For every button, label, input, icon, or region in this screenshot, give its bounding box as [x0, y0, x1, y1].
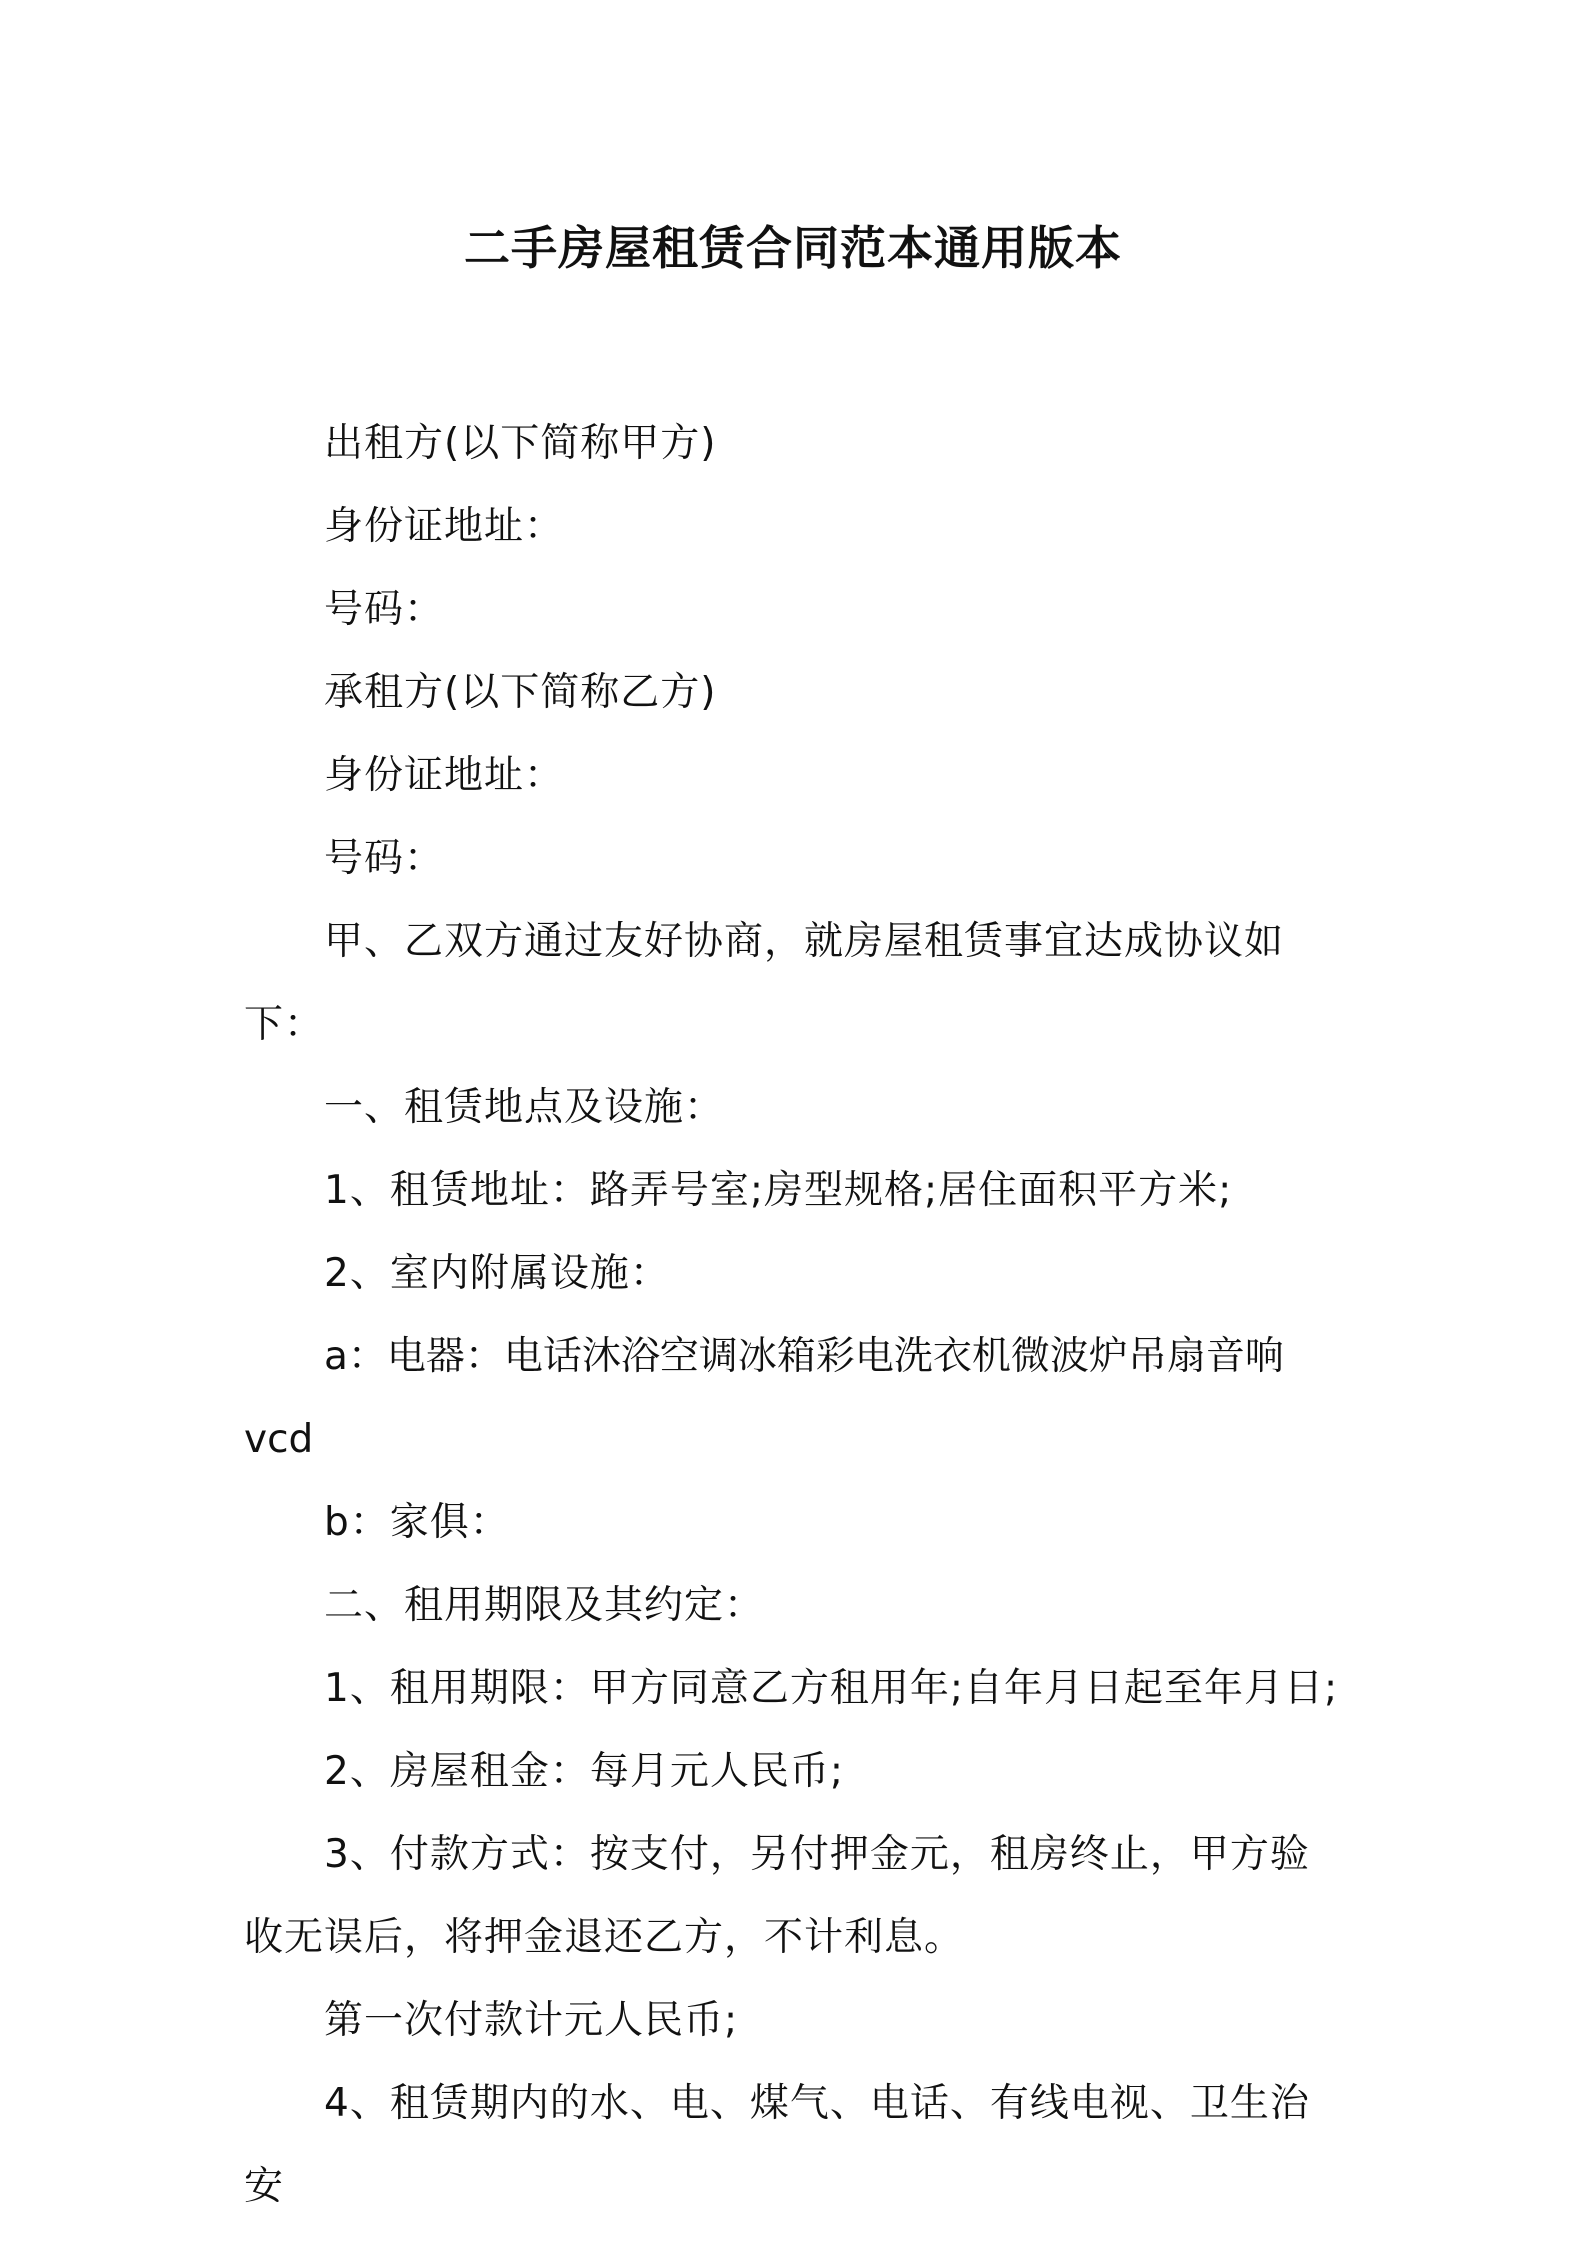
- section-heading-location-facilities: 一、租赁地点及设施：: [324, 1085, 725, 1130]
- clause-utilities: 4、租赁期内的水、电、煤气、电话、有线电视、卫生治安: [244, 2081, 1310, 2209]
- clause-indoor-facilities: 2、室内附属设施：: [324, 1251, 670, 1296]
- paragraph-lessor-id-address: 身份证地址：: [324, 504, 565, 549]
- clause-rental-address: 1、租赁地址：路弄号室;房型规格;居住面积平方米;: [324, 1168, 1233, 1213]
- clause-rent: 2、房屋租金：每月元人民币;: [324, 1749, 844, 1794]
- paragraph-agreement-intro: 甲、乙双方通过友好协商，就房屋租赁事宜达成协议如下：: [244, 919, 1285, 1047]
- paragraph-lessee-id-number: 号码：: [324, 836, 445, 881]
- clause-first-payment: 第一次付款计元人民币;: [324, 1998, 739, 2043]
- clause-payment-method: 3、付款方式：按支付，另付押金元，租房终止，甲方验收无误后，将押金退还乙方，不计利息。: [244, 1832, 1310, 1960]
- document-title: 二手房屋租赁合同范本通用版本: [464, 221, 1122, 275]
- document-body: [244, 402, 1349, 2228]
- paragraph-lessee: 承租方(以下简称乙方): [324, 670, 717, 715]
- section-heading-term: 二、租用期限及其约定：: [324, 1583, 765, 1628]
- clause-furniture: b：家俱：: [324, 1500, 510, 1545]
- paragraph-lessee-id-address: 身份证地址：: [324, 753, 565, 798]
- paragraph-lessor-id-number: 号码：: [324, 587, 445, 632]
- paragraph-lessor: 出租方(以下简称甲方): [324, 421, 717, 466]
- clause-appliances: a：电器：电话沐浴空调冰箱彩电洗衣机微波炉吊扇音响vcd: [244, 1334, 1284, 1462]
- clause-lease-term: 1、租用期限：甲方同意乙方租用年;自年月日起至年月日;: [324, 1666, 1339, 1711]
